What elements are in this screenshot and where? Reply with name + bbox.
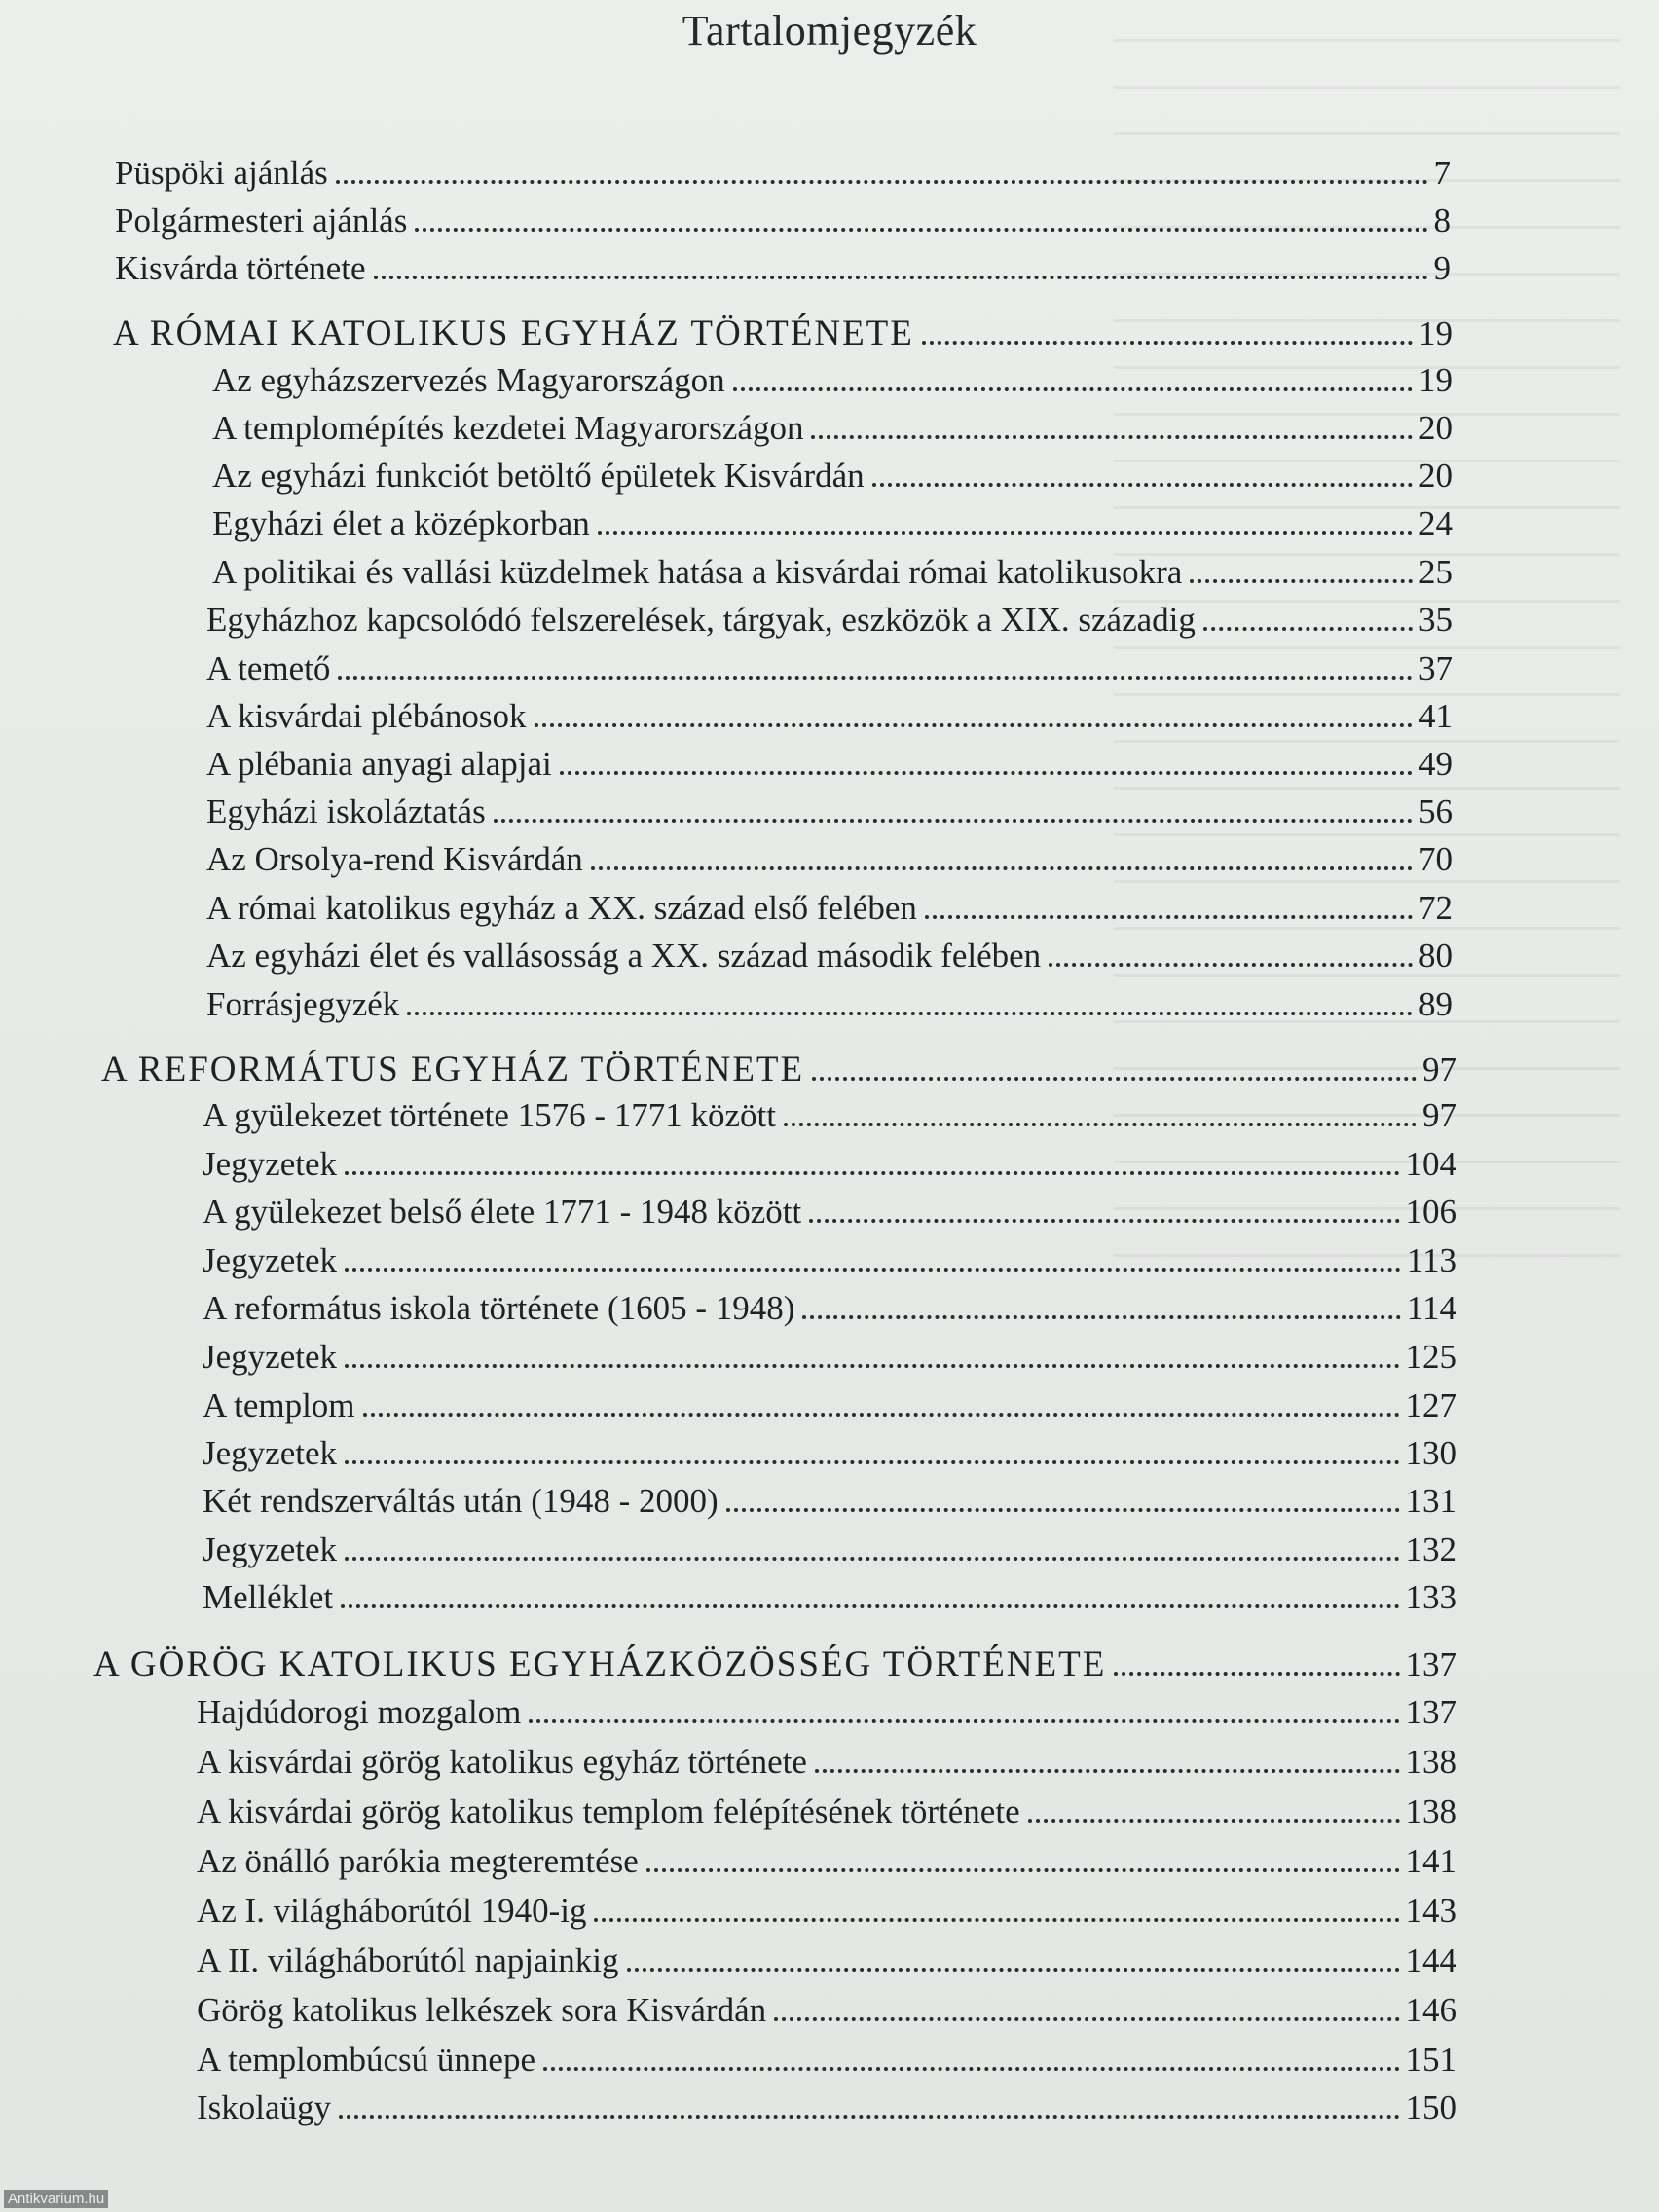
toc-entry-page-number: 20 bbox=[1419, 409, 1453, 447]
toc-entry-label: Melléklet bbox=[203, 1578, 334, 1616]
dot-leader bbox=[1049, 963, 1413, 967]
toc-entry bbox=[115, 202, 1451, 246]
page-title: Tartalomjegyzék bbox=[682, 7, 977, 55]
dot-leader bbox=[733, 387, 1413, 391]
toc-entry-label: Jegyzetek bbox=[203, 1338, 337, 1376]
dot-leader bbox=[345, 1460, 1400, 1464]
dot-leader bbox=[598, 531, 1413, 535]
toc-entry-page-number: 137 bbox=[1405, 1693, 1456, 1731]
toc-entry bbox=[206, 889, 1453, 934]
toc-entry-label: Az egyházi funkciót betöltő épületek Kisvárdán bbox=[212, 457, 865, 495]
toc-entry-page-number: 35 bbox=[1419, 601, 1453, 639]
toc-entry-label: A politikai és vallási küzdelmek hatása a kisvárdai római katolikusokra bbox=[212, 553, 1183, 591]
toc-entry-page-number: 20 bbox=[1419, 457, 1453, 495]
dot-leader bbox=[374, 276, 1428, 279]
toc-entry bbox=[203, 1241, 1456, 1286]
toc-entry-page-number: 132 bbox=[1405, 1530, 1456, 1568]
toc-entry bbox=[197, 1693, 1456, 1738]
toc-entry-page-number: 19 bbox=[1419, 314, 1453, 352]
toc-entry bbox=[197, 1892, 1456, 1936]
toc-entry-label: Kisvárda története bbox=[115, 249, 366, 287]
dot-leader bbox=[726, 1508, 1400, 1512]
toc-entry bbox=[206, 937, 1453, 981]
dot-leader bbox=[872, 483, 1413, 487]
toc-entry-page-number: 143 bbox=[1405, 1892, 1456, 1930]
toc-entry-page-number: 89 bbox=[1419, 985, 1453, 1023]
toc-entry-label: Iskolaügy bbox=[197, 2088, 332, 2126]
toc-entry-page-number: 37 bbox=[1419, 649, 1453, 687]
toc-entry bbox=[115, 249, 1451, 294]
toc-entry-page-number: 97 bbox=[1422, 1096, 1456, 1134]
toc-section-heading bbox=[113, 313, 1453, 357]
toc-entry-label: A REFORMÁTUS EGYHÁZ TÖRTÉNETE bbox=[101, 1050, 805, 1089]
toc-entry-label: A római katolikus egyház a XX. század első felében bbox=[206, 889, 917, 927]
toc-entry-label: A kisvárdai görög katolikus egyház története bbox=[197, 1743, 807, 1781]
toc-entry-page-number: 97 bbox=[1422, 1051, 1456, 1088]
toc-entry-page-number: 151 bbox=[1405, 2041, 1456, 2079]
dot-leader bbox=[809, 1219, 1399, 1223]
toc-entry-page-number: 41 bbox=[1419, 697, 1453, 735]
dot-leader bbox=[345, 1364, 1400, 1368]
dot-leader bbox=[1203, 627, 1413, 631]
toc-entry bbox=[197, 2041, 1456, 2085]
toc-entry-page-number: 130 bbox=[1405, 1434, 1456, 1472]
toc-entry bbox=[197, 2088, 1456, 2133]
toc-entry bbox=[203, 1434, 1456, 1479]
toc-entry bbox=[203, 1096, 1456, 1141]
dot-leader bbox=[345, 1171, 1400, 1175]
toc-entry-label: A RÓMAI KATOLIKUS EGYHÁZ TÖRTÉNETE bbox=[113, 313, 914, 353]
toc-entry-label: Jegyzetek bbox=[203, 1434, 337, 1472]
toc-entry-page-number: 25 bbox=[1419, 553, 1453, 591]
toc-entry bbox=[206, 793, 1453, 837]
toc-entry-label: Jegyzetek bbox=[203, 1530, 337, 1568]
toc-entry-label: Forrásjegyzék bbox=[206, 985, 400, 1023]
dot-leader bbox=[812, 1077, 1417, 1081]
toc-entry-label: Két rendszerváltás után (1948 - 2000) bbox=[203, 1482, 719, 1520]
toc-entry-page-number: 104 bbox=[1405, 1145, 1456, 1183]
toc-entry-page-number: 113 bbox=[1406, 1241, 1456, 1279]
dot-leader bbox=[345, 1268, 1401, 1272]
toc-entry bbox=[115, 154, 1451, 199]
dot-leader bbox=[363, 1413, 1400, 1417]
dot-leader bbox=[627, 1968, 1400, 1972]
toc-entry-label: Az Orsolya-rend Kisvárdán bbox=[206, 840, 583, 878]
toc-entry bbox=[197, 1792, 1456, 1837]
toc-entry-page-number: 49 bbox=[1419, 745, 1453, 783]
toc-entry bbox=[203, 1145, 1456, 1190]
dot-leader bbox=[345, 1557, 1400, 1561]
toc-entry bbox=[203, 1530, 1456, 1575]
toc-entry-label: A temető bbox=[206, 649, 331, 687]
toc-entry bbox=[197, 1991, 1456, 2036]
toc-entry bbox=[203, 1386, 1456, 1431]
dot-leader bbox=[341, 1604, 1399, 1608]
toc-entry-label: A GÖRÖG KATOLIKUS EGYHÁZKÖZÖSSÉG TÖRTÉNETE bbox=[93, 1644, 1107, 1684]
toc-entry-page-number: 125 bbox=[1405, 1338, 1456, 1376]
toc-entry-page-number: 114 bbox=[1406, 1289, 1456, 1327]
toc-entry-page-number: 19 bbox=[1419, 361, 1453, 399]
toc-entry bbox=[206, 745, 1453, 790]
toc-entry-page-number: 72 bbox=[1419, 889, 1453, 927]
dot-leader bbox=[543, 2067, 1399, 2071]
watermark: Antikvarium.hu bbox=[4, 2190, 108, 2208]
toc-entry-label: A templomépítés kezdetei Magyarországon bbox=[212, 409, 804, 447]
toc-entry-label: Az I. világháborútól 1940-ig bbox=[197, 1892, 587, 1930]
toc-section-heading bbox=[93, 1643, 1456, 1688]
dot-leader bbox=[560, 771, 1413, 775]
toc-entry-label: A II. világháborútól napjainkig bbox=[197, 1941, 619, 1979]
toc-entry bbox=[203, 1482, 1456, 1527]
toc-entry-page-number: 138 bbox=[1405, 1792, 1456, 1830]
toc-entry-label: Az egyházi élet és vallásosság a XX. század második felében bbox=[206, 937, 1042, 975]
toc-entry-label: Polgármesteri ajánlás bbox=[115, 202, 408, 240]
dot-leader bbox=[1028, 1819, 1400, 1823]
toc-entry-label: A templombúcsú ünnepe bbox=[197, 2041, 536, 2079]
toc-entry bbox=[206, 840, 1453, 885]
toc-entry-label: Püspöki ajánlás bbox=[115, 154, 328, 192]
dot-leader bbox=[1114, 1672, 1399, 1676]
toc-entry-label: A református iskola története (1605 - 1948) bbox=[203, 1289, 795, 1327]
dot-leader bbox=[774, 2017, 1399, 2021]
toc-entry bbox=[212, 504, 1453, 549]
dot-leader bbox=[535, 723, 1413, 727]
toc-entry bbox=[203, 1289, 1456, 1334]
toc-entry-page-number: 137 bbox=[1405, 1645, 1456, 1683]
toc-entry-label: Egyházhoz kapcsolódó felszerelések, tárgyak, eszközök a XIX. századig bbox=[206, 601, 1196, 639]
toc-entry bbox=[197, 1842, 1456, 1887]
toc-entry-label: Jegyzetek bbox=[203, 1241, 337, 1279]
toc-entry-page-number: 9 bbox=[1433, 249, 1451, 287]
toc-entry bbox=[206, 985, 1453, 1030]
toc-entry-page-number: 127 bbox=[1405, 1386, 1456, 1424]
toc-entry-page-number: 133 bbox=[1405, 1578, 1456, 1616]
dot-leader bbox=[802, 1315, 1400, 1319]
toc-entry-label: Egyházi élet a középkorban bbox=[212, 504, 590, 542]
toc-entry bbox=[212, 409, 1453, 454]
toc-entry-page-number: 7 bbox=[1433, 154, 1451, 192]
dot-leader bbox=[339, 2115, 1399, 2119]
toc-entry-label: A plébania anyagi alapjai bbox=[206, 745, 552, 783]
dot-leader bbox=[811, 435, 1413, 439]
toc-entry-label: A kisvárdai görög katolikus templom felépítésének története bbox=[197, 1792, 1020, 1830]
toc-entry-label: Az egyházszervezés Magyarországon bbox=[212, 361, 725, 399]
toc-entry-label: A gyülekezet története 1576 - 1771 között bbox=[203, 1096, 777, 1134]
toc-entry bbox=[206, 649, 1453, 694]
toc-entry bbox=[197, 1743, 1456, 1788]
toc-entry-page-number: 106 bbox=[1405, 1193, 1456, 1231]
dot-leader bbox=[594, 1918, 1399, 1922]
toc-entry-label: A kisvárdai plébánosok bbox=[206, 697, 527, 735]
toc-entry-label: A gyülekezet belső élete 1771 - 1948 között bbox=[203, 1193, 802, 1231]
toc-section-heading bbox=[101, 1049, 1456, 1093]
dot-leader bbox=[529, 1719, 1399, 1723]
dot-leader bbox=[922, 341, 1413, 345]
dot-leader bbox=[925, 915, 1413, 919]
toc-entry-page-number: 131 bbox=[1405, 1482, 1456, 1520]
toc-entry bbox=[212, 457, 1453, 501]
toc-entry bbox=[212, 553, 1453, 598]
toc-entry-label: Görög katolikus lelkészek sora Kisvárdán bbox=[197, 1991, 767, 2029]
toc-entry-page-number: 56 bbox=[1419, 793, 1453, 830]
toc-entry bbox=[206, 697, 1453, 742]
dot-leader bbox=[591, 866, 1413, 870]
dot-leader bbox=[494, 819, 1413, 823]
toc-entry bbox=[203, 1578, 1456, 1623]
toc-entry-page-number: 141 bbox=[1405, 1842, 1456, 1880]
dot-leader bbox=[338, 676, 1413, 680]
toc-entry-page-number: 24 bbox=[1419, 504, 1453, 542]
toc-entry-page-number: 80 bbox=[1419, 937, 1453, 975]
toc-entry bbox=[197, 1941, 1456, 1986]
dot-leader bbox=[784, 1123, 1417, 1126]
toc-entry-page-number: 8 bbox=[1433, 202, 1451, 240]
toc-entry-label: Hajdúdorogi mozgalom bbox=[197, 1693, 522, 1731]
toc-entry-label: Jegyzetek bbox=[203, 1145, 337, 1183]
toc-entry bbox=[203, 1338, 1456, 1382]
dot-leader bbox=[646, 1868, 1400, 1872]
toc-entry-label: Egyházi iskoláztatás bbox=[206, 793, 486, 830]
dot-leader bbox=[336, 180, 1428, 184]
toc-entry-page-number: 150 bbox=[1405, 2088, 1456, 2126]
toc-entry-label: Az önálló parókia megteremtése bbox=[197, 1842, 639, 1880]
toc-entry-page-number: 144 bbox=[1405, 1941, 1456, 1979]
dot-leader bbox=[415, 228, 1427, 232]
toc-entry bbox=[203, 1193, 1456, 1237]
toc-entry-page-number: 146 bbox=[1405, 1991, 1456, 2029]
toc-entry-page-number: 138 bbox=[1405, 1743, 1456, 1781]
dot-leader bbox=[815, 1769, 1400, 1773]
toc-entry-label: A templom bbox=[203, 1386, 355, 1424]
dot-leader bbox=[1190, 579, 1413, 583]
dot-leader bbox=[407, 1012, 1413, 1015]
toc-entry bbox=[206, 601, 1453, 645]
toc-entry bbox=[212, 361, 1453, 406]
toc-entry-page-number: 70 bbox=[1419, 840, 1453, 878]
